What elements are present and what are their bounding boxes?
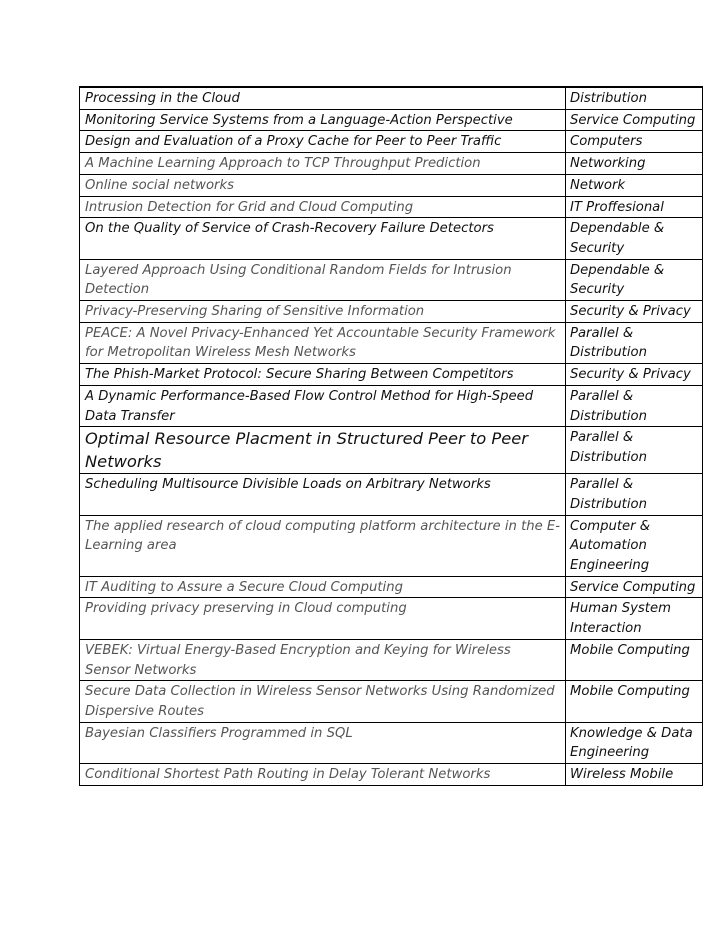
- paper-title-cell: Bayesian Classifiers Programmed in SQL: [80, 722, 566, 763]
- table-row: [80, 515, 703, 576]
- table-row: [80, 174, 703, 196]
- table-row: [80, 474, 703, 515]
- category-cell: Service Computing: [566, 109, 703, 131]
- table-row: [80, 259, 703, 300]
- table-row: [80, 153, 703, 175]
- table-row: [80, 131, 703, 153]
- category-cell: Network: [566, 174, 703, 196]
- table-row: [80, 218, 703, 259]
- category-cell: Wireless Mobile: [566, 764, 703, 786]
- table-row: [80, 301, 703, 323]
- table-row: [80, 764, 703, 786]
- paper-title-cell: Monitoring Service Systems from a Language-Action Perspective: [80, 109, 566, 131]
- paper-title-cell: The applied research of cloud computing platform architecture in the E-Learning area: [80, 515, 566, 576]
- category-cell: Parallel & Distribution: [566, 474, 703, 515]
- table-row: [80, 598, 703, 639]
- paper-title-cell: Optimal Resource Placment in Structured Peer to Peer Networks: [80, 427, 566, 474]
- table-row: [80, 385, 703, 426]
- table-row: [80, 109, 703, 131]
- table-row: [80, 681, 703, 722]
- table-body: [80, 87, 703, 785]
- category-cell: Security & Privacy: [566, 301, 703, 323]
- category-cell: Computers: [566, 131, 703, 153]
- category-cell: Mobile Computing: [566, 639, 703, 680]
- category-cell: Parallel & Distribution: [566, 427, 703, 474]
- table-row: [80, 364, 703, 386]
- paper-title-cell: VEBEK: Virtual Energy-Based Encryption and Keying for Wireless Sensor Networks: [80, 639, 566, 680]
- category-cell: Dependable & Security: [566, 218, 703, 259]
- paper-title-cell: Privacy-Preserving Sharing of Sensitive Information: [80, 301, 566, 323]
- paper-title-cell: PEACE: A Novel Privacy-Enhanced Yet Accountable Security Framework for Metropolitan Wireless Mesh Networks: [80, 322, 566, 363]
- paper-title-cell: Online social networks: [80, 174, 566, 196]
- category-cell: Parallel & Distribution: [566, 322, 703, 363]
- paper-title-cell: Providing privacy preserving in Cloud computing: [80, 598, 566, 639]
- category-cell: Distribution: [566, 87, 703, 109]
- table-row: [80, 639, 703, 680]
- category-cell: Service Computing: [566, 576, 703, 598]
- table-row: [80, 722, 703, 763]
- category-cell: Knowledge & Data Engineering: [566, 722, 703, 763]
- paper-title-cell: A Machine Learning Approach to TCP Throughput Prediction: [80, 153, 566, 175]
- paper-title-cell: IT Auditing to Assure a Secure Cloud Computing: [80, 576, 566, 598]
- paper-title-cell: Intrusion Detection for Grid and Cloud Computing: [80, 196, 566, 218]
- paper-title-cell: On the Quality of Service of Crash-Recovery Failure Detectors: [80, 218, 566, 259]
- table-row: [80, 427, 703, 474]
- table-row: [80, 87, 703, 109]
- paper-title-cell: Conditional Shortest Path Routing in Delay Tolerant Networks: [80, 764, 566, 786]
- category-cell: Parallel & Distribution: [566, 385, 703, 426]
- paper-title-cell: Processing in the Cloud: [80, 87, 566, 109]
- category-cell: Computer & Automation Engineering: [566, 515, 703, 576]
- category-cell: Human System Interaction: [566, 598, 703, 639]
- table-row: [80, 576, 703, 598]
- table-row: [80, 322, 703, 363]
- paper-title-cell: Design and Evaluation of a Proxy Cache for Peer to Peer Traffic: [80, 131, 566, 153]
- category-cell: Networking: [566, 153, 703, 175]
- paper-title-cell: Scheduling Multisource Divisible Loads on Arbitrary Networks: [80, 474, 566, 515]
- paper-title-cell: Secure Data Collection in Wireless Sensor Networks Using Randomized Dispersive Routes: [80, 681, 566, 722]
- paper-title-cell: The Phish-Market Protocol: Secure Sharing Between Competitors: [80, 364, 566, 386]
- category-cell: Mobile Computing: [566, 681, 703, 722]
- category-cell: Dependable & Security: [566, 259, 703, 300]
- project-titles-table: [79, 86, 703, 786]
- paper-title-cell: A Dynamic Performance-Based Flow Control Method for High-Speed Data Transfer: [80, 385, 566, 426]
- paper-title-cell: Layered Approach Using Conditional Random Fields for Intrusion Detection: [80, 259, 566, 300]
- table-row: [80, 196, 703, 218]
- category-cell: IT Proffesional: [566, 196, 703, 218]
- category-cell: Security & Privacy: [566, 364, 703, 386]
